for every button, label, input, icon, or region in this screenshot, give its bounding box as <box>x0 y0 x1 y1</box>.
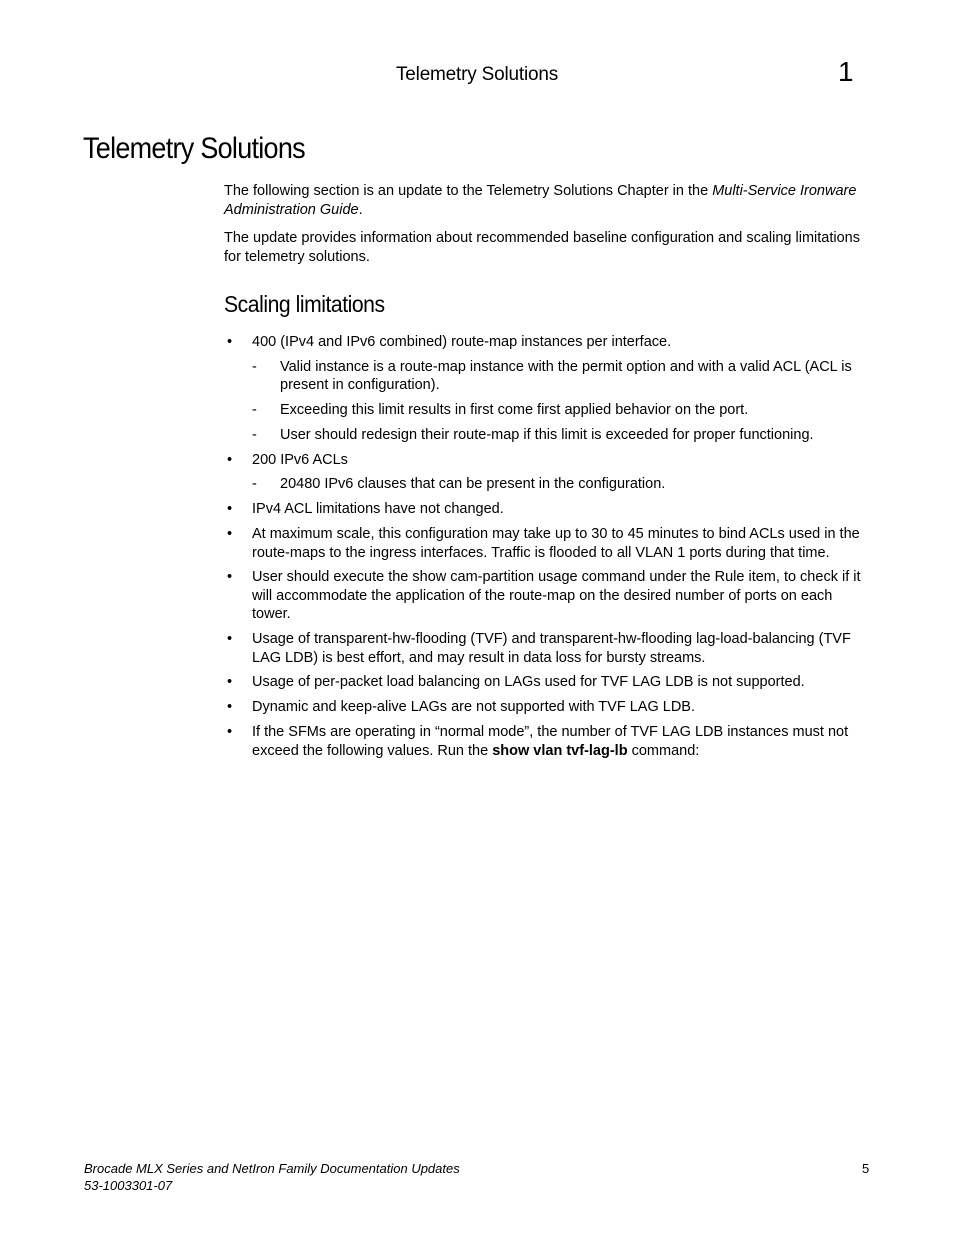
sub-list-item-text: 20480 IPv6 clauses that can be present in the configuration. <box>280 476 666 493</box>
intro-text: The following section is an update to the Telemetry Solutions Chapter in the <box>224 183 713 199</box>
sub-list-item-text: Valid instance is a route-map instance with the permit option and with a valid ACL (ACL is present in configuration). <box>280 358 852 394</box>
bullet-icon: • <box>227 631 233 648</box>
sub-list <box>252 475 872 494</box>
bullet-icon: • <box>227 451 233 468</box>
list-item-text: Usage of per-packet load balancing on LAGs used for TVF LAG LDB is not supported. <box>252 674 805 691</box>
list-item <box>224 673 872 692</box>
bullet-icon: • <box>227 526 233 543</box>
chapter-number: 1 <box>838 56 854 87</box>
bullet-icon: • <box>227 699 233 716</box>
sub-list-item <box>252 426 872 445</box>
dash-icon: - <box>252 426 257 443</box>
scaling-limitations-list <box>224 333 872 766</box>
list-item-text: 200 IPv6 ACLs <box>252 451 348 468</box>
list-item <box>224 568 872 624</box>
footer-doc-number: 53-1003301-07 <box>84 1177 173 1193</box>
list-item <box>224 333 872 444</box>
list-item-text: Usage of transparent-hw-flooding (TVF) and transparent-hw-flooding lag-load-balancing (TVF LAG LDB) is best effort, and may result in data loss for bursty streams. <box>252 631 851 666</box>
list-item <box>224 525 872 562</box>
dash-icon: - <box>252 476 257 493</box>
footer-page-number: 5 <box>862 1161 870 1176</box>
bullet-icon: • <box>227 501 233 518</box>
list-item-text: 400 (IPv4 and IPv6 combined) route-map instances per interface. <box>252 334 672 350</box>
sub-list-item-text: User should redesign their route-map if this limit is exceeded for proper functioning. <box>280 426 814 443</box>
command-name: show vlan tvf-lag-lb <box>492 742 628 759</box>
sfm-text: If the SFMs are operating in “normal mode”, the number of TVF LAG LDB instances must not exceed the following values. Run the <box>252 724 849 759</box>
sub-list-item <box>252 358 872 395</box>
list-item-text: IPv4 ACL limitations have not changed. <box>252 501 504 518</box>
list-item-text: At maximum scale, this configuration may take up to 30 to 45 minutes to bind ACLs used in the route-maps to the ingress interfaces. Traffic is flooded to all VLAN 1 ports during that time. <box>252 526 860 561</box>
sub-list-item-text: Exceeding this limit results in first come first applied behavior on the port. <box>280 402 749 419</box>
footer-doc-info <box>84 1161 460 1194</box>
list-item <box>224 451 872 494</box>
dash-icon: - <box>252 358 257 375</box>
bullet-icon: • <box>227 569 233 586</box>
section-heading: Scaling limitations <box>224 291 385 317</box>
intro-paragraph <box>224 182 874 219</box>
sub-list <box>252 358 872 445</box>
page-title: Telemetry Solutions <box>83 132 305 165</box>
footer-doc-title: Brocade MLX Series and NetIron Family Documentation Updates <box>84 1161 460 1176</box>
list-item <box>224 630 872 667</box>
list-item-text: Dynamic and keep-alive LAGs are not supported with TVF LAG LDB. <box>252 699 696 716</box>
bullet-icon: • <box>227 724 233 741</box>
dash-icon: - <box>252 402 257 419</box>
update-paragraph: The update provides information about recommended baseline configuration and scaling limitations for telemetry solutions. <box>224 230 860 265</box>
sub-list-item <box>252 475 872 494</box>
sub-list-item <box>252 401 872 420</box>
running-header-title: Telemetry Solutions <box>396 64 558 85</box>
list-item <box>224 723 872 760</box>
bullet-icon: • <box>227 334 233 350</box>
list-item-text: User should execute the show cam-partition usage command under the Rule item, to check if it will accommodate the application of the route-map on the desired number of ports on each tower. <box>252 569 861 623</box>
bullet-icon: • <box>227 674 233 691</box>
intro-period: . <box>358 201 363 218</box>
command-suffix: command: <box>627 742 700 759</box>
list-item-text <box>252 724 848 759</box>
list-item <box>224 698 872 717</box>
list-item <box>224 500 872 519</box>
guide-title: Multi-Service Ironware Administration Guide <box>224 183 857 218</box>
